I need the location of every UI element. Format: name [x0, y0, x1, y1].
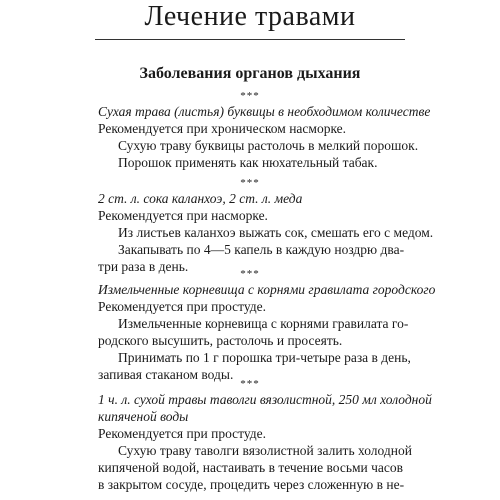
recipe-indication: Рекомендуется при простуде. — [98, 299, 267, 314]
recipe-instruction: Закапывать по 4—5 капель в каждую ноздрю два- — [118, 242, 405, 257]
recipe-instruction: запивая стаканом воды. — [98, 367, 234, 382]
recipe-instruction: в закрытом сосуде, процедить через сложенную в не- — [98, 477, 405, 492]
recipe-instruction: Сухую траву таволги вязолистной залить холодной — [118, 443, 412, 458]
recipe-ingredients: 1 ч. л. сухой травы таволги вязолистной, 250 мл холодной — [98, 392, 432, 407]
section-separator: *** — [240, 177, 260, 189]
section-separator: *** — [240, 378, 260, 390]
recipe-instruction: Измельченные корневища с корнями гравилата го- — [118, 316, 409, 331]
section-title: Заболевания органов дыхания — [139, 65, 361, 82]
recipe-instruction: три раза в день. — [98, 259, 189, 274]
recipe-ingredients: Сухая трава (листья) буквицы в необходимом количестве — [98, 104, 431, 119]
recipe-instruction: родского высушить, растолочь и просеять. — [98, 333, 343, 348]
recipe-ingredients: 2 ст. л. сока каланхоэ, 2 ст. л. меда — [98, 191, 303, 206]
recipe-ingredients: кипяченой воды — [98, 409, 189, 424]
recipe-indication: Рекомендуется при простуде. — [98, 426, 267, 441]
recipe-indication: Рекомендуется при насморке. — [98, 208, 268, 223]
recipe-instruction: Сухую траву буквицы растолочь в мелкий порошок. — [118, 138, 419, 153]
recipe-indication: Рекомендуется при хроническом насморке. — [98, 121, 347, 136]
recipe-instruction: Принимать по 1 г порошка три-четыре раза в день, — [118, 350, 411, 365]
section-separator: *** — [240, 268, 260, 280]
page-header-title: Лечение травами — [144, 1, 356, 32]
recipe-instruction: Порошок применять как нюхательный табак. — [118, 155, 378, 170]
section-separator: *** — [240, 90, 260, 102]
recipe-ingredients: Измельченные корневища с корнями гравилата городского — [98, 282, 436, 297]
header-rule — [95, 39, 405, 40]
recipe-instruction: кипяченой водой, настаивать в течение восьми часов — [98, 460, 404, 475]
recipe-instruction: Из листьев каланхоэ выжать сок, смешать его с медом. — [118, 225, 434, 240]
